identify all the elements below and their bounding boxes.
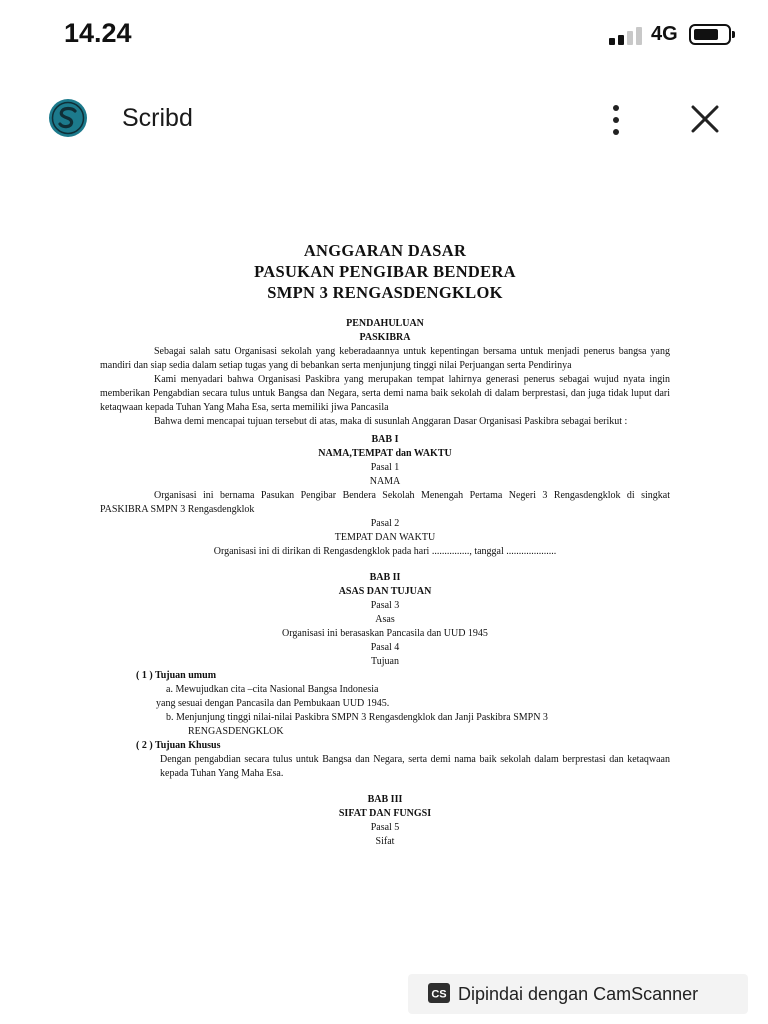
paragraph: Bahwa demi mencapai tujuan tersebut di atas, maka di susunlah Anggaran Dasar Organisasi Paskibra sebagai berikut : [154,416,628,427]
doc-title-line: PASUKAN PENGIBAR BENDERA [254,262,516,281]
status-bar [0,0,768,70]
battery-icon [689,24,731,45]
camscanner-watermark [408,974,748,1014]
close-button[interactable] [684,98,726,140]
more-vertical-icon-dot [613,129,619,135]
article-title: Sifat [375,836,395,847]
article-title: NAMA [369,476,401,487]
paragraph: Organisasi ini di dirikan di Rengasdengklok pada hari ..............., tanggal .................... [213,546,557,557]
chapter-label: BAB I [371,434,399,445]
article-label: Pasal 4 [370,642,400,653]
more-vertical-icon [613,105,619,111]
svg-text:CS: CS [431,988,447,1001]
network-type: 4G [651,23,678,45]
article-title: Asas [375,614,395,625]
chapter-title: ASAS DAN TUJUAN [338,586,432,597]
list-item-continuation: yang sesuai dengan Pancasila dan Pembukaan UUD 1945. [156,698,390,709]
list-item: a. Mewujudkan cita –cita Nasional Bangsa Indonesia [166,684,379,695]
list-item-continuation: RENGASDENGKLOK [188,726,284,737]
list-item: Dengan pengabdian secara tulus untuk Bangsa dan Negara, serta demi nama baik sekolah dalam berprestasi dan ketaqwaan kepada Tuhan Yang Maha Esa. [160,754,670,779]
article-label: Pasal 2 [370,518,400,529]
article-title: TEMPAT DAN WAKTU [334,532,436,543]
camscanner-logo-icon [428,983,450,1003]
doc-title-line: SMPN 3 RENGASDENGKLOK [267,283,503,302]
chapter-title: NAMA,TEMPAT dan WAKTU [318,448,452,459]
list-heading: ( 1 ) Tujuan umum [136,670,217,681]
article-label: Pasal 1 [370,462,400,473]
article-label: Pasal 3 [370,600,400,611]
chapter-title: SIFAT DAN FUNGSI [338,808,432,819]
scribd-logo-icon [48,98,88,138]
paragraph: Organisasi ini berasaskan Pancasila dan UUD 1945 [282,628,488,639]
section-heading: PENDAHULUAN [346,318,424,329]
article-title: Tujuan [371,656,399,667]
doc-title-line: ANGGARAN DASAR [303,241,467,260]
app-bar [0,90,768,150]
chapter-label: BAB II [369,572,401,583]
list-item: b. Menjunjung tinggi nilai-nilai Paskibra SMPN 3 Rengasdengklok dan Janji Paskibra SMPN 3 [166,712,548,723]
app-title: Scribd [122,104,193,132]
paragraph: Kami menyadari bahwa Organisasi Paskibra yang merupakan tempat lahirnya generasi penerus sebagai wujud nyata ingin memberikan Pengabdian secara tulus untuk Bangsa dan Negara, serta demi nama baik sekolah di dalam berprestasi, dan juga tidak luput dari ketaqwaan kepada Tuhan Yang Maha Esa, serta memiliki jiwa Pancasila [100,374,670,413]
section-subheading: PASKIBRA [359,332,411,343]
signal-icon [609,27,645,45]
more-options-button[interactable] [596,92,636,148]
watermark-label: Dipindai dengan CamScanner [458,984,699,1004]
document-page [100,240,670,849]
close-icon [693,107,717,131]
article-label: Pasal 5 [370,822,400,833]
paragraph: Organisasi ini bernama Pasukan Pengibar Bendera Sekolah Menengah Pertama Negeri 3 Rengasdengklok di singkat PASKIBRA SMPN 3 Rengasdengklok [100,490,670,515]
list-heading: ( 2 ) Tujuan Khusus [136,740,221,751]
paragraph: Sebagai salah satu Organisasi sekolah yang keberadaannya untuk kepentingan bersama untuk menjadi penerus bangsa yang mandiri dan siap sedia dalam setiap tugas yang di bebankan serta menjunjung tinggi nilai Perjuangan serta Pendirinya [100,346,670,371]
more-vertical-icon-dot [613,117,619,123]
status-time: 14.24 [64,18,132,48]
chapter-label: BAB III [367,794,403,805]
